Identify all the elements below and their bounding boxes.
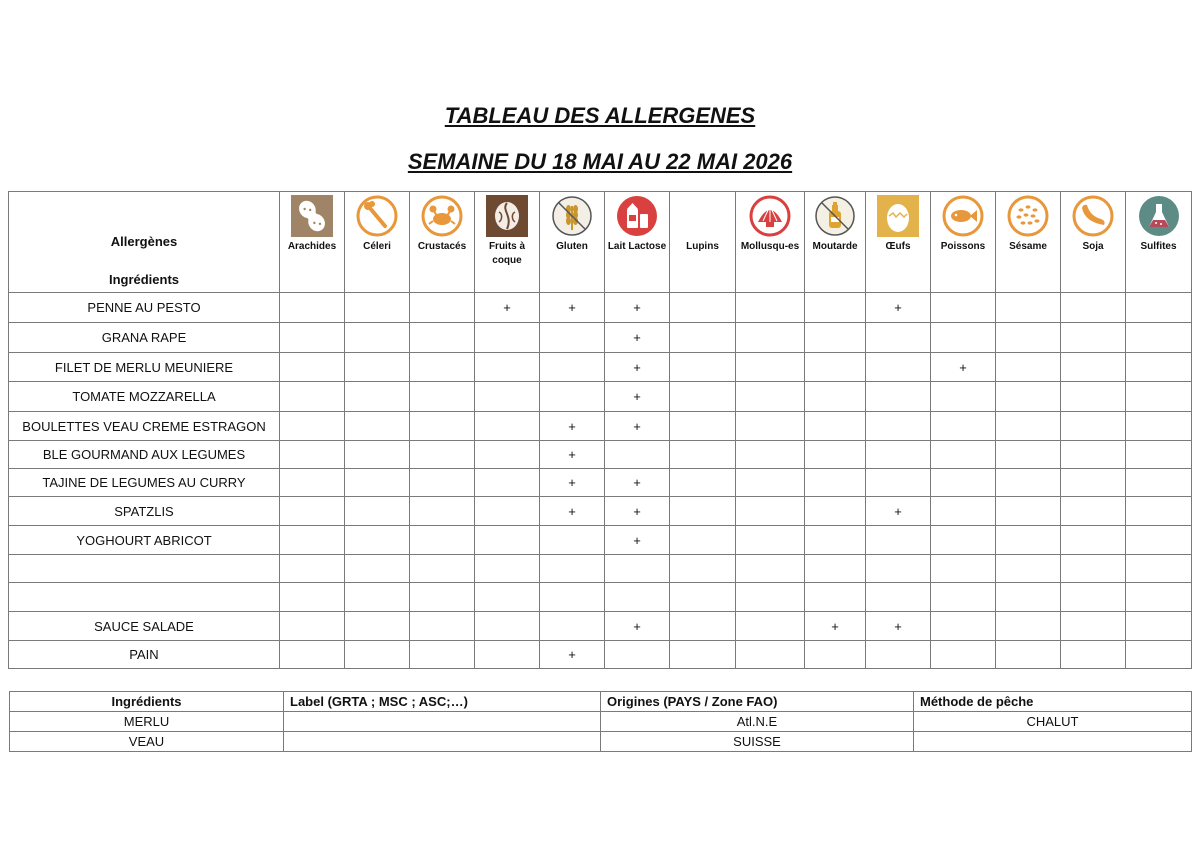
allergen-mark-cell — [931, 323, 996, 353]
allergen-mark-cell: + — [605, 412, 670, 441]
allergen-mark-cell — [280, 583, 345, 612]
allergen-mark-cell: + — [605, 323, 670, 353]
allergen-mark-cell — [540, 353, 605, 382]
allergen-mark-cell — [410, 323, 475, 353]
allergen-label: Soja — [1082, 241, 1104, 252]
allergen-mark-cell — [1126, 293, 1192, 323]
allergen-mark-cell — [805, 441, 866, 469]
allergen-label: Gluten — [556, 241, 588, 252]
page-subtitle: SEMAINE DU 18 MAI AU 22 MAI 2026 — [407, 149, 793, 174]
origin-cell: SUISSE — [601, 732, 914, 752]
allergen-mark-cell — [1061, 555, 1126, 583]
origin-header-row — [10, 692, 1192, 712]
table-row — [9, 526, 1192, 555]
wheat-icon — [550, 194, 594, 238]
allergen-mark-cell — [475, 555, 540, 583]
allergen-label: Poissons — [940, 241, 986, 252]
allergen-mark-cell — [670, 382, 736, 412]
allergen-mark-cell — [410, 497, 475, 526]
origin-header-label: Label (GRTA ; MSC ; ASC;…) — [284, 692, 601, 712]
ingredient-name: BOULETTES VEAU CREME ESTRAGON — [9, 412, 280, 441]
allergen-mark-cell — [475, 353, 540, 382]
allergen-mark-cell — [540, 382, 605, 412]
origin-header-ingredients: Ingrédients — [10, 692, 284, 712]
allergen-mark-cell — [866, 469, 931, 497]
allergen-label: Arachides — [287, 241, 337, 252]
allergen-mark-cell — [475, 323, 540, 353]
table-row — [9, 353, 1192, 382]
allergen-mark-cell — [670, 641, 736, 669]
allergen-mark-cell — [670, 497, 736, 526]
allergen-mark-cell — [1061, 469, 1126, 497]
allergen-header-lait-lactose — [605, 192, 670, 293]
allergen-mark-cell — [1126, 382, 1192, 412]
allergen-mark-cell — [345, 526, 410, 555]
allergen-mark-cell — [1061, 293, 1126, 323]
origin-header-methode: Méthode de pêche — [914, 692, 1192, 712]
allergen-header-poissons — [931, 192, 996, 293]
origin-row — [10, 732, 1192, 752]
origin-cell: Atl.N.E — [601, 712, 914, 732]
allergen-mark-cell — [345, 497, 410, 526]
allergen-mark-cell — [996, 641, 1061, 669]
allergen-table — [8, 191, 1192, 669]
allergen-mark-cell — [736, 382, 805, 412]
allergen-mark-cell — [931, 583, 996, 612]
allergen-mark-cell — [931, 293, 996, 323]
allergen-mark-cell: + — [605, 382, 670, 412]
allergen-mark-cell — [996, 583, 1061, 612]
allergen-header-sesame — [996, 192, 1061, 293]
allergen-mark-cell — [475, 469, 540, 497]
allergen-mark-cell: + — [540, 641, 605, 669]
origin-row — [10, 712, 1192, 732]
allergen-mark-cell — [345, 382, 410, 412]
allergen-mark-cell — [805, 526, 866, 555]
origin-table — [9, 691, 1192, 752]
allergen-mark-cell: + — [866, 293, 931, 323]
milk-icon — [615, 194, 659, 238]
allergen-mark-cell — [410, 641, 475, 669]
allergen-mark-cell — [931, 382, 996, 412]
allergen-mark-cell — [345, 555, 410, 583]
allergen-mark-cell — [931, 612, 996, 641]
allergen-mark-cell: + — [540, 469, 605, 497]
allergen-label: Fruits à coque — [488, 241, 526, 266]
allergen-header-fruits-a-coque — [475, 192, 540, 293]
allergen-mark-cell — [1061, 441, 1126, 469]
allergen-header-crustaces — [410, 192, 475, 293]
allergen-mark-cell: + — [540, 293, 605, 323]
allergen-mark-cell — [996, 293, 1061, 323]
allergen-mark-cell: + — [540, 412, 605, 441]
allergen-header-celeri — [345, 192, 410, 293]
allergen-mark-cell — [736, 612, 805, 641]
allergen-mark-cell — [931, 526, 996, 555]
origin-cell: CHALUT — [914, 712, 1192, 732]
allergen-mark-cell — [931, 469, 996, 497]
ingredient-name — [9, 583, 280, 612]
allergen-mark-cell — [736, 583, 805, 612]
allergen-label: Sésame — [1009, 241, 1047, 252]
allergen-mark-cell — [805, 641, 866, 669]
allergen-mark-cell — [805, 382, 866, 412]
allergen-mark-cell — [736, 469, 805, 497]
allergen-mark-cell — [996, 323, 1061, 353]
allergen-mark-cell — [1126, 469, 1192, 497]
ingredient-name: BLE GOURMAND AUX LEGUMES — [9, 441, 280, 469]
allergen-mark-cell — [1126, 641, 1192, 669]
allergen-mark-cell — [866, 526, 931, 555]
allergen-header-row — [9, 192, 1192, 293]
allergen-mark-cell — [736, 526, 805, 555]
allergen-mark-cell — [931, 412, 996, 441]
allergen-mark-cell — [736, 641, 805, 669]
allergen-mark-cell — [475, 412, 540, 441]
allergen-mark-cell — [540, 555, 605, 583]
allergen-mark-cell — [280, 412, 345, 441]
mustard-icon — [813, 194, 857, 238]
allergen-label: Céleri — [363, 241, 391, 252]
allergen-mark-cell — [670, 412, 736, 441]
allergen-header-moutarde — [805, 192, 866, 293]
allergen-mark-cell — [736, 323, 805, 353]
allergen-label: Lait Lactose — [607, 241, 667, 252]
allergen-mark-cell — [996, 469, 1061, 497]
peanut-icon — [290, 194, 334, 238]
allergen-mark-cell — [736, 555, 805, 583]
allergen-mark-cell — [996, 382, 1061, 412]
allergen-mark-cell — [805, 412, 866, 441]
allergen-mark-cell — [866, 412, 931, 441]
allergen-mark-cell — [475, 382, 540, 412]
allergen-mark-cell: + — [605, 293, 670, 323]
page-title: TABLEAU DES ALLERGENES — [444, 103, 756, 128]
allergen-mark-cell — [670, 293, 736, 323]
allergen-mark-cell — [670, 555, 736, 583]
ingredient-name — [9, 555, 280, 583]
allergen-mark-cell — [1061, 526, 1126, 555]
allergen-header-lupins — [670, 192, 736, 293]
flask-icon — [1137, 194, 1181, 238]
table-row — [9, 583, 1192, 612]
allergen-header-sulfites — [1126, 192, 1192, 293]
allergen-mark-cell — [805, 555, 866, 583]
allergen-mark-cell — [736, 293, 805, 323]
allergen-mark-cell — [475, 612, 540, 641]
table-row — [9, 555, 1192, 583]
origin-cell: MERLU — [10, 712, 284, 732]
allergen-mark-cell — [605, 641, 670, 669]
allergen-mark-cell — [670, 469, 736, 497]
allergen-mark-cell — [1061, 323, 1126, 353]
allergen-mark-cell — [1061, 382, 1126, 412]
sesame-icon — [1006, 194, 1050, 238]
ingredient-name: PENNE AU PESTO — [9, 293, 280, 323]
table-row — [9, 382, 1192, 412]
allergen-mark-cell — [345, 323, 410, 353]
allergen-mark-cell — [670, 323, 736, 353]
allergen-mark-cell: + — [605, 526, 670, 555]
allergen-mark-cell — [540, 526, 605, 555]
allergen-mark-cell — [670, 353, 736, 382]
ingredient-name: SAUCE SALADE — [9, 612, 280, 641]
allergen-mark-cell — [1126, 441, 1192, 469]
allergen-mark-cell: + — [605, 469, 670, 497]
allergen-mark-cell — [805, 469, 866, 497]
allergen-mark-cell — [736, 412, 805, 441]
allergen-mark-cell — [280, 497, 345, 526]
allergen-header-oeufs — [866, 192, 931, 293]
allergen-mark-cell — [410, 583, 475, 612]
allergen-mark-cell — [475, 497, 540, 526]
allergen-label: Sulfites — [1140, 241, 1177, 252]
crab-icon — [420, 194, 464, 238]
table-row — [9, 641, 1192, 669]
origin-cell: VEAU — [10, 732, 284, 752]
walnut-icon — [485, 194, 529, 238]
allergen-label: Crustacés — [417, 241, 467, 252]
table-row — [9, 412, 1192, 441]
allergen-mark-cell — [1061, 583, 1126, 612]
allergen-mark-cell: + — [931, 353, 996, 382]
allergen-mark-cell — [996, 612, 1061, 641]
allergen-mark-cell — [996, 441, 1061, 469]
allergen-mark-cell: + — [866, 497, 931, 526]
allergen-mark-cell — [996, 555, 1061, 583]
allergen-mark-cell — [410, 469, 475, 497]
allergen-mark-cell — [996, 353, 1061, 382]
allergen-mark-cell — [1061, 353, 1126, 382]
allergen-mark-cell — [1126, 612, 1192, 641]
allergen-mark-cell — [280, 612, 345, 641]
allergen-mark-cell — [605, 555, 670, 583]
allergen-mark-cell — [410, 293, 475, 323]
allergen-mark-cell — [866, 382, 931, 412]
allergen-mark-cell — [410, 526, 475, 555]
allergen-mark-cell — [410, 612, 475, 641]
allergen-mark-cell — [410, 412, 475, 441]
table-row — [9, 441, 1192, 469]
shell-icon — [748, 194, 792, 238]
allergen-mark-cell — [410, 441, 475, 469]
allergenes-header-label: Allergènes — [110, 234, 178, 249]
allergen-mark-cell: + — [475, 293, 540, 323]
allergen-mark-cell — [345, 441, 410, 469]
allergen-mark-cell — [1126, 353, 1192, 382]
allergen-mark-cell — [345, 583, 410, 612]
table-row — [9, 469, 1192, 497]
table-row — [9, 612, 1192, 641]
ingredient-name: PAIN — [9, 641, 280, 669]
allergen-mark-cell — [866, 583, 931, 612]
allergen-mark-cell — [866, 555, 931, 583]
allergen-mark-cell — [475, 583, 540, 612]
allergen-mark-cell — [931, 497, 996, 526]
allergen-mark-cell — [280, 353, 345, 382]
ingredient-name: YOGHOURT ABRICOT — [9, 526, 280, 555]
allergen-mark-cell — [345, 641, 410, 669]
allergen-mark-cell — [736, 497, 805, 526]
allergen-mark-cell — [805, 323, 866, 353]
allergen-label: Moutarde — [812, 241, 858, 252]
allergen-mark-cell — [1126, 412, 1192, 441]
allergen-header-arachides — [280, 192, 345, 293]
header-corner-cell — [9, 192, 280, 293]
ingredient-name: GRANA RAPE — [9, 323, 280, 353]
allergen-mark-cell: + — [805, 612, 866, 641]
allergen-mark-cell — [280, 526, 345, 555]
allergen-label: Œufs — [885, 241, 911, 252]
allergen-mark-cell — [805, 353, 866, 382]
allergen-mark-cell: + — [866, 612, 931, 641]
allergen-mark-cell — [805, 583, 866, 612]
table-row — [9, 293, 1192, 323]
allergen-mark-cell — [345, 469, 410, 497]
allergen-mark-cell — [996, 526, 1061, 555]
allergen-mark-cell — [410, 382, 475, 412]
allergen-mark-cell — [996, 497, 1061, 526]
allergen-mark-cell — [540, 323, 605, 353]
allergen-mark-cell — [1126, 323, 1192, 353]
allergen-mark-cell — [280, 382, 345, 412]
allergen-mark-cell — [410, 353, 475, 382]
allergen-mark-cell — [345, 353, 410, 382]
allergen-mark-cell — [866, 641, 931, 669]
allergen-mark-cell — [280, 641, 345, 669]
fish-icon — [941, 194, 985, 238]
allergen-mark-cell — [931, 441, 996, 469]
allergen-mark-cell: + — [605, 353, 670, 382]
ingredient-name: TAJINE DE LEGUMES AU CURRY — [9, 469, 280, 497]
allergen-mark-cell — [1061, 612, 1126, 641]
table-row — [9, 323, 1192, 353]
soy-icon — [1071, 194, 1115, 238]
allergen-mark-cell: + — [605, 612, 670, 641]
allergen-mark-cell — [1126, 583, 1192, 612]
origin-cell — [284, 732, 601, 752]
allergen-mark-cell — [670, 526, 736, 555]
allergen-mark-cell — [931, 641, 996, 669]
allergen-mark-cell — [866, 441, 931, 469]
allergen-label: Mollusqu-es — [740, 241, 800, 252]
allergen-mark-cell — [1061, 412, 1126, 441]
allergen-mark-cell — [670, 441, 736, 469]
allergen-mark-cell — [1061, 497, 1126, 526]
allergen-mark-cell — [280, 469, 345, 497]
allergen-mark-cell — [1126, 526, 1192, 555]
allergen-mark-cell — [540, 583, 605, 612]
allergen-mark-cell: + — [540, 441, 605, 469]
origin-cell — [914, 732, 1192, 752]
allergen-mark-cell — [670, 583, 736, 612]
allergen-mark-cell — [996, 412, 1061, 441]
allergen-mark-cell — [805, 293, 866, 323]
allergen-mark-cell — [475, 441, 540, 469]
allergen-mark-cell — [345, 293, 410, 323]
table-row — [9, 497, 1192, 526]
allergen-mark-cell — [736, 441, 805, 469]
allergen-header-mollusqu-es — [736, 192, 805, 293]
allergen-mark-cell — [605, 441, 670, 469]
allergen-mark-cell: + — [540, 497, 605, 526]
allergen-header-soja — [1061, 192, 1126, 293]
allergen-mark-cell — [736, 353, 805, 382]
allergen-mark-cell — [1126, 555, 1192, 583]
allergen-mark-cell — [280, 323, 345, 353]
allergen-mark-cell — [805, 497, 866, 526]
allergen-mark-cell — [670, 612, 736, 641]
allergen-mark-cell — [280, 293, 345, 323]
ingredient-name: FILET DE MERLU MEUNIERE — [9, 353, 280, 382]
allergen-mark-cell — [866, 353, 931, 382]
ingredient-name: TOMATE MOZZARELLA — [9, 382, 280, 412]
allergen-header-gluten — [540, 192, 605, 293]
egg-icon — [876, 194, 920, 238]
allergen-mark-cell — [540, 612, 605, 641]
allergen-label: Lupins — [686, 241, 719, 252]
ingredient-name: SPATZLIS — [9, 497, 280, 526]
allergen-mark-cell — [866, 323, 931, 353]
origin-header-origines: Origines (PAYS / Zone FAO) — [601, 692, 914, 712]
allergen-mark-cell — [1061, 641, 1126, 669]
allergen-mark-cell — [280, 441, 345, 469]
celery-icon — [355, 194, 399, 238]
ingredients-header-label: Ingrédients — [108, 272, 180, 287]
allergen-mark-cell — [475, 641, 540, 669]
origin-cell — [284, 712, 601, 732]
allergen-mark-cell: + — [605, 497, 670, 526]
allergen-mark-cell — [931, 555, 996, 583]
allergen-mark-cell — [475, 526, 540, 555]
allergen-mark-cell — [410, 555, 475, 583]
allergen-mark-cell — [280, 555, 345, 583]
allergen-mark-cell — [1126, 497, 1192, 526]
allergen-mark-cell — [345, 412, 410, 441]
allergen-mark-cell — [605, 583, 670, 612]
allergen-mark-cell — [345, 612, 410, 641]
